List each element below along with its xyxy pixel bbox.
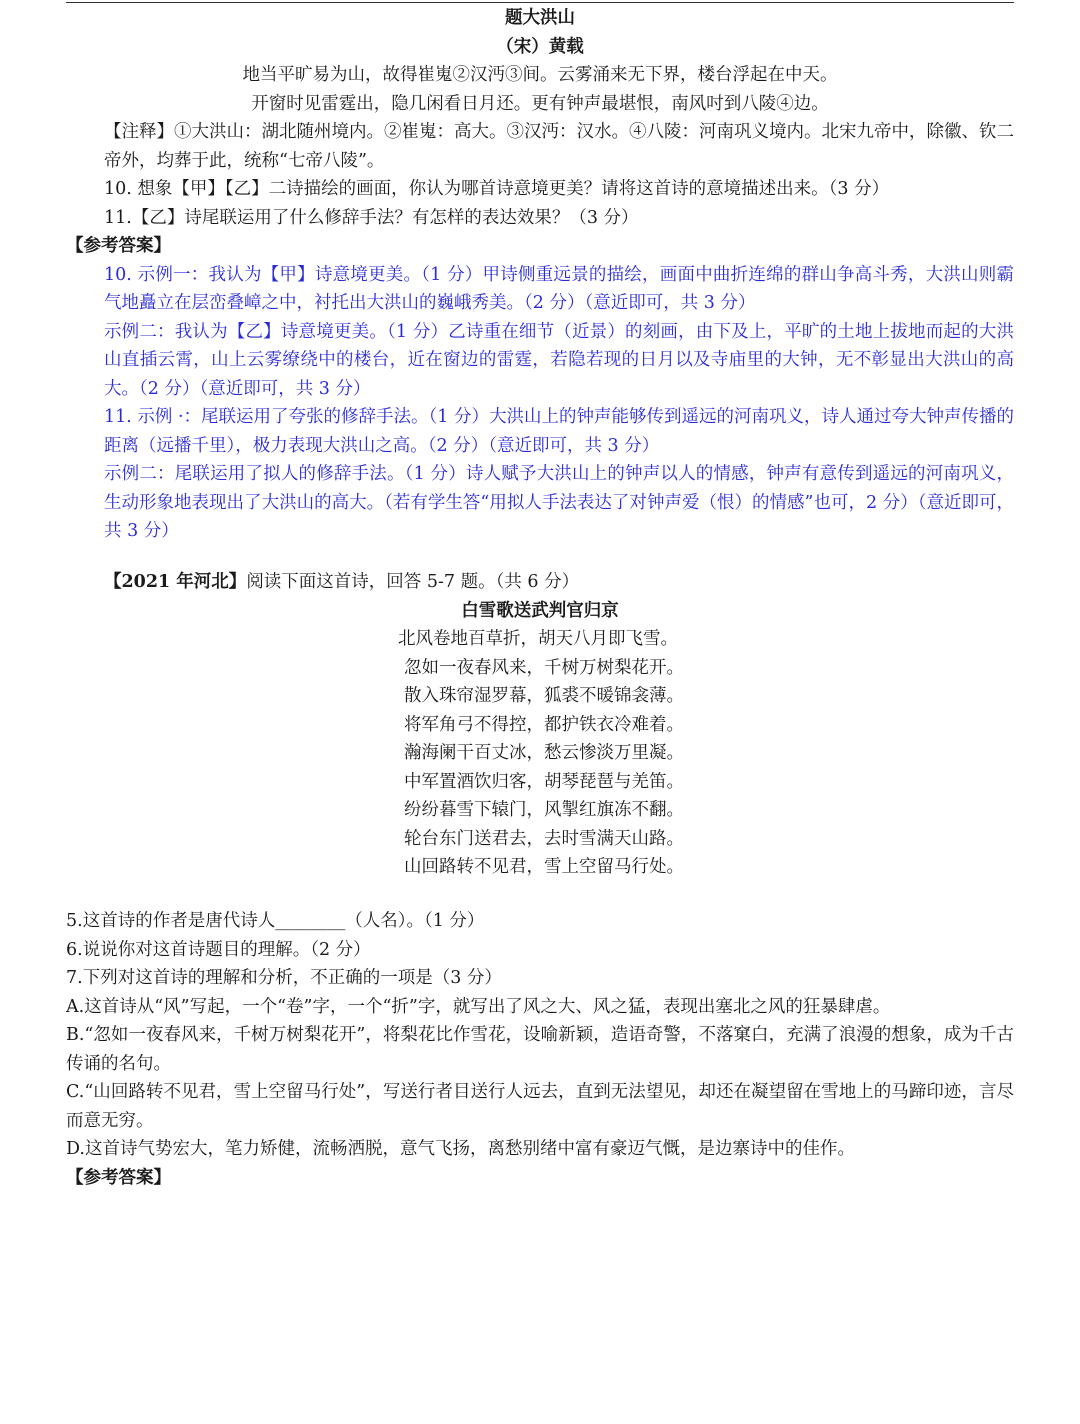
question-7: 7.下列对这首诗的理解和分析，不正确的一项是（3 分）	[66, 968, 502, 988]
answer-heading: 【参考答案】	[66, 1167, 171, 1188]
poem-line: 北风卷地百草折，胡天八月即飞雪。	[398, 629, 678, 649]
section-intro	[66, 568, 1014, 597]
question-11: 11.【乙】诗尾联运用了什么修辞手法？有怎样的表达效果？（3 分）	[104, 207, 639, 228]
question-5: 5.这首诗的作者是唐代诗人________（人名）。（1 分）	[66, 911, 485, 931]
poem-author: （宋）黄载	[496, 36, 584, 57]
poem-line: 开窗时见雷霆出，隐几闲看日月还。更有钟声最堪恨，南风吋到八陵④边。	[251, 93, 829, 114]
poem-line: 纷纷暮雪下辕门，风掣红旗冻不翻。	[404, 800, 684, 820]
section-1	[66, 4, 1014, 546]
question-10: 10. 想象【甲】【乙】二诗描绘的画面，你认为哪首诗意境更美？请将这首诗的意境描述出来。（3 分）	[104, 179, 890, 199]
poem-line: 中军置酒饮归客，胡琴琵琶与羌笛。	[404, 771, 684, 792]
notes-paragraph: 【注释】①大洪山：湖北随州境内。②崔嵬：高大。③汉沔：汉水。④八陵：河南巩义境内。北宋九帝中，除徽、钦二帝外，均葬于此，统称“七帝八陵”。	[104, 122, 1014, 171]
option-c: C.“山回路转不见君，雪上空留马行处”，写送行者目送行人远去，直到无法望见，却还在凝望留在雪地上的马蹄印迹，言尽而意无穷。	[66, 1082, 1014, 1131]
section-source-tag: 【2021 年河北】	[104, 572, 247, 592]
answer-11-example-2: 示例二：尾联运用了拟人的修辞手法。（1 分）诗人赋予大洪山上的钟声以人的情感，钟声有意传到遥远的河南巩义，生动形象地表现出了大洪山的高大。（若有学生答“用拟人手法表达了对钟声爱（恨）的情感”也可，2 分）（意近即可，共 3 分）	[104, 464, 1014, 541]
poem-title: 题大洪山	[505, 8, 575, 28]
question-6: 6.说说你对这首诗题目的理解。（2 分）	[66, 939, 371, 960]
poem-line: 地当平旷易为山，故得崔嵬②汉沔③间。云雾涌来无下界，楼台浮起在中天。	[242, 65, 838, 85]
section-2	[66, 568, 1014, 882]
answer-heading: 【参考答案】	[66, 236, 171, 256]
poem-body	[66, 625, 1014, 882]
poem-line: 瀚海阑干百丈冰，愁云惨淡万里凝。	[404, 743, 684, 763]
poem-line: 轮台东门送君去，去时雪满天山路。	[404, 828, 684, 849]
answer-10-example-2: 示例二：我认为【乙】诗意境更美。（1 分）乙诗重在细节（近景）的刻画，由下及上，平旷的土地上拔地而起的大洪山直插云霄，山上云雾缭绕中的楼台，近在窗边的雷霆，若隐若现的日月以及寺庙里的大钟，无不彰显出大洪山的高大。（2 分）（意近即可，共 3 分）	[104, 321, 1014, 399]
option-a: A.这首诗从“风”写起，一个“卷”字，一个“折”字，就写出了风之大、风之猛，表现出塞北之风的狂暴肆虐。	[66, 996, 891, 1017]
poem-title: 白雪歌送武判官归京	[461, 600, 619, 621]
poem-line: 散入珠帘湿罗幕，狐裘不暖锦衾薄。	[404, 686, 684, 706]
poem-line: 山回路转不见君，雪上空留马行处。	[404, 857, 684, 877]
poem-line: 忽如一夜春风来，千树万树梨花开。	[404, 657, 684, 678]
answer-11-example-1: 11. 示例 ·：尾联运用了夸张的修辞手法。（1 分）大洪山上的钟声能够传到遥远的河南巩义，诗人通过夸大钟声传播的距离（远播千里），极力表现大洪山之高。（2 分）（意近即可，共 3 分）	[104, 407, 1014, 456]
poem-line: 将军角弓不得控，都护铁衣冷难着。	[404, 714, 684, 735]
section-instruction: 阅读下面这首诗，回答 5-7 题。（共 6 分）	[246, 572, 580, 592]
option-b: B.“忽如一夜春风来，千树万树梨花开”，将梨花比作雪花，设喻新颖，造语奇警，不落窠白，充满了浪漫的想象，成为千古传诵的名句。	[66, 1025, 1014, 1074]
questions-5-7	[66, 907, 1014, 1192]
top-rule	[66, 2, 1014, 3]
answer-10-example-1: 10. 示例一：我认为【甲】诗意境更美。（1 分）甲诗侧重远景的描绘，画面中曲折连绵的群山争高斗秀，大洪山则霸气地矗立在层峦叠嶂之中，衬托出大洪山的巍峨秀美。（2 分）（意近即可，共 3 分）	[104, 264, 1014, 313]
option-d: D.这首诗气势宏大，笔力矫健，流畅洒脱，意气飞扬，离愁别绪中富有豪迈气慨，是边寨诗中的佳作。	[66, 1139, 855, 1159]
